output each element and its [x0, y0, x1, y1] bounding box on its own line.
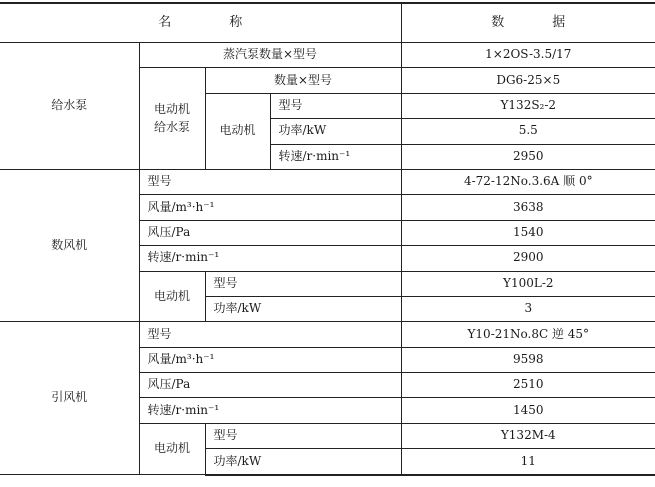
group-line: 给水泵: [153, 119, 190, 134]
fan-pressure-value: 2510: [401, 373, 655, 398]
group-line: 电动机: [153, 102, 190, 117]
motor-power-label: 功率/kW: [270, 119, 401, 144]
table-header-row: [0, 3, 655, 43]
table-row: [0, 169, 655, 194]
motor-model-value: Y132S₂-2: [401, 93, 655, 118]
fan-model-label: 型号: [139, 322, 401, 347]
blower-category: 数风机: [0, 169, 139, 321]
electric-feed-pump-group: [139, 68, 205, 170]
fan-motor-model-label: 型号: [205, 423, 401, 448]
motor-power-value: 5.5: [401, 119, 655, 144]
fan-motor-model-value: Y132M-4: [401, 423, 655, 448]
fan-flow-value: 9598: [401, 347, 655, 372]
blower-motor-power-label: 功率/kW: [205, 296, 401, 321]
qty-model-value: DG6-25×5: [401, 68, 655, 93]
blower-pressure-label: 风压/Pa: [139, 220, 401, 245]
header-name-char: 名: [158, 14, 172, 30]
fan-motor-power-label: 功率/kW: [205, 449, 401, 475]
table-row: [0, 43, 655, 68]
fan-motor-power-value: 11: [401, 449, 655, 475]
blower-speed-label: 转速/r·min⁻¹: [139, 246, 401, 271]
fan-flow-label: 风量/m³·h⁻¹: [139, 347, 401, 372]
blower-flow-value: 3638: [401, 195, 655, 220]
steam-pump-value: 1×2OS-3.5/17: [401, 43, 655, 68]
blower-pressure-value: 1540: [401, 220, 655, 245]
blower-model-label: 型号: [139, 169, 401, 194]
blower-motor-power-value: 3: [401, 296, 655, 321]
fan-speed-value: 1450: [401, 398, 655, 423]
steam-pump-label: 蒸汽泵数量×型号: [139, 43, 401, 68]
feed-pump-category: 给水泵: [0, 43, 139, 170]
motor-speed-label: 转速/r·min⁻¹: [270, 144, 401, 169]
header-data: [401, 3, 655, 43]
blower-motor-model-value: Y100L-2: [401, 271, 655, 296]
fan-motor-label: 电动机: [139, 423, 205, 474]
motor-speed-value: 2950: [401, 144, 655, 169]
induced-fan-category: 引风机: [0, 322, 139, 475]
blower-motor-label: 电动机: [139, 271, 205, 322]
header-name-char: 称: [229, 14, 243, 30]
header-data-char: 据: [552, 14, 566, 30]
qty-model-label: 数量×型号: [205, 68, 401, 93]
blower-model-value: 4-72-12No.3.6A 顺 0°: [401, 169, 655, 194]
equipment-spec-table: [0, 2, 655, 476]
motor-model-label: 型号: [270, 93, 401, 118]
header-name: [0, 3, 401, 43]
blower-motor-model-label: 型号: [205, 271, 401, 296]
header-data-char: 数: [491, 14, 505, 30]
blower-speed-value: 2900: [401, 246, 655, 271]
fan-model-value: Y10-21No.8C 逆 45°: [401, 322, 655, 347]
table-row: [0, 322, 655, 347]
fan-pressure-label: 风压/Pa: [139, 373, 401, 398]
feed-pump-motor-label: 电动机: [205, 93, 270, 169]
fan-speed-label: 转速/r·min⁻¹: [139, 398, 401, 423]
blower-flow-label: 风量/m³·h⁻¹: [139, 195, 401, 220]
